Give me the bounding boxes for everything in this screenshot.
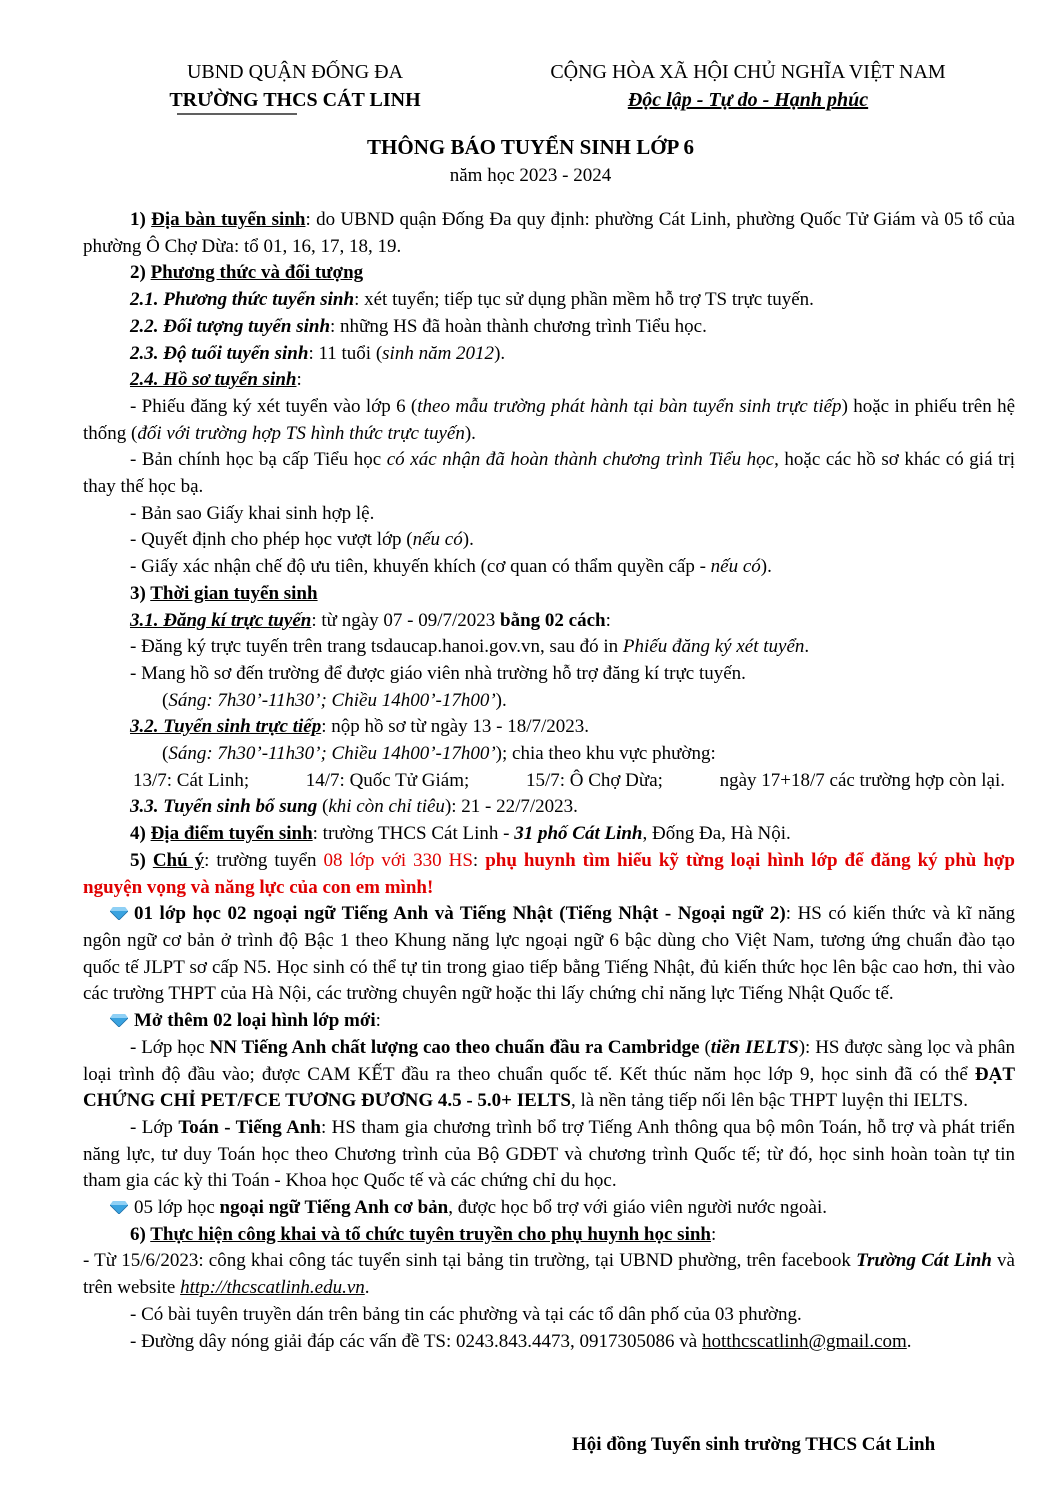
school-name: TRƯỜNG THCS CÁT LINH [169,89,421,111]
section-3-heading-line [83,581,1015,608]
email-link[interactable]: hotthcscatlinh@gmail.com [701,1330,907,1352]
online-method-1-b: Phiếu đăng ký xét tuyển [622,636,805,658]
basic-english-b: ngoại ngữ Tiếng Anh cơ bản [219,1197,449,1219]
district-name: UBND QUẬN ĐỐNG ĐA [186,61,404,83]
item-2-2-heading: 2.2. Đối tượng tuyển sinh [130,315,331,337]
publicity-line-2: - Có bài tuyên truyền dán trên bảng tin các phường và tại các tổ dân phố của 03 phường. [130,1303,802,1325]
direct-hours-text: Sáng: 7h30’-11h30’; Chiều 14h00’-17h00’ [168,743,496,765]
section-1-text: : do UBND quận Đống Đa quy định: phường Cát Linh, phường Quốc Tử Giám và 05 tổ của phường Ô Chợ Dừa: tổ 01, 16, 17, 18, 19. [83,209,1015,257]
item-3-1-heading: 3.1. Đăng kí trực tuyến [130,609,312,631]
cambridge-a: - Lớp học [130,1036,210,1058]
issuer-block [125,58,465,114]
cambridge-d: tiền IELTS [710,1036,799,1058]
diamond-gem-icon [110,1013,128,1027]
item-2-4-heading: 2.4. Hồ sơ tuyển sinh [130,369,297,391]
item-2-2-text: : những HS đã hoàn thành chương trình Tiểu học. [330,315,707,337]
new-classes-colon: : [375,1010,381,1032]
section-5-number: 5) [130,849,153,871]
item-2-3-heading: 2.3. Độ tuổi tuyển sinh [130,342,309,364]
publicity-1-end: . [364,1277,370,1299]
section-5-text-b: : [472,849,486,871]
section-6-colon: : [710,1223,717,1245]
item-2-3 [83,341,1015,368]
section-1-heading: Địa bàn tuyển sinh [151,209,306,230]
direct-hours-open: ( [162,743,169,765]
facebook-page-name: Trường Cát Linh [856,1250,992,1272]
item-2-4-colon: : [296,369,302,391]
section-4-text-a: : trường THCS Cát Linh - [312,823,515,845]
item-3-3-heading: 3.3. Tuyển sinh bổ sung [130,796,318,818]
online-method-2: - Mang hồ sơ đến trường để được giáo viên nhà trường hỗ trợ đăng kí trực tuyến. [130,662,746,684]
math-english-a: - Lớp [130,1116,179,1138]
section-4-number: 4) [130,823,151,845]
doc-item-2-b: có xác nhận đã hoàn thành chương trình Tiểu học [386,449,775,471]
section-4-address: 31 phố Cát Linh [514,823,643,845]
doc-item-5-a: - Giấy xác nhận chế độ ưu tiên, khuyến khích (cơ quan có thẩm quyền cấp - [130,556,711,578]
item-3-2-text: : nộp hồ sơ từ ngày 13 - 18/7/2023. [321,716,590,738]
country-name: CỘNG HÒA XÃ HỘI CHỦ NGHĨA VIỆT NAM [550,61,946,83]
section-5-heading: Chú ý [152,849,205,871]
doc-item-5-b: nếu có [710,556,761,578]
school-year: năm học 2023 - 2024 [449,165,612,186]
online-hours [83,688,1015,715]
item-3-3 [83,794,1015,821]
national-motto-block [488,58,1008,114]
item-2-2 [83,314,1015,341]
diamond-gem-icon [110,1200,128,1214]
math-english-c: : HS tham gia chương trình bổ trợ Tiếng Anh thông qua bộ môn Toán, hỗ trợ và phát triển năng lực, tư duy Toán học theo Chương trình của Bộ GDĐT và chương trình Quốc tế; từ đó, học sinh hoàn toàn tự tin tham gia các kỳ thi Toán - Khoa học Quốc tế và các chứng chỉ du học. [83,1116,1015,1192]
item-3-1-methods: bằng 02 cách [500,609,606,631]
ward-date-4: ngày 17+18/7 các trường hợp còn lại. [719,769,1005,791]
math-english-class [83,1115,1015,1195]
bullet-japanese-class [83,901,1015,1008]
doc-item-4-c: ). [462,529,474,551]
doc-item-4-b: nếu có [412,529,463,551]
item-2-1-heading: 2.1. Phương thức tuyển sinh [130,289,355,311]
direct-hours-close: ); chia theo khu vực phường: [495,743,716,765]
item-3-3-c: ): 21 - 22/7/2023. [444,796,578,818]
doc-item-2-a: - Bản chính học bạ cấp Tiểu học [130,449,387,471]
hotline-line [83,1329,1015,1356]
math-english-b: Toán - Tiếng Anh [178,1116,321,1138]
section-6-number: 6) [130,1223,151,1245]
ward-date-2: 14/7: Quốc Tử Giám; [305,769,470,791]
section-3-number: 3) [130,582,151,604]
website-link[interactable]: http://thcscatlinh.edu.vn [180,1277,365,1299]
direct-hours [83,741,1015,768]
item-3-1-end: : [605,609,611,631]
section-4-text-c: , Đống Đa, Hà Nội. [642,823,791,845]
cambridge-class [83,1035,1015,1115]
item-3-3-a: ( [317,796,329,818]
diamond-gem-icon [110,906,128,920]
doc-item-4 [83,527,1015,554]
japanese-class-title: 01 lớp học 02 ngoại ngữ Tiếng Anh và Tiếng Nhật (Tiếng Nhật - Ngoại ngữ 2) [134,903,786,925]
online-method-1-a: - Đăng ký trực tuyến trên trang tsdaucap.hanoi.gov.vn, sau đó in [130,636,623,658]
section-5-warning: phụ huynh tìm hiểu kỹ từng loại hình lớp để đăng ký phù hợp nguyện vọng và năng lực của con em mình! [83,849,1016,898]
publicity-line-1 [83,1248,1015,1301]
hotline-text: - Đường dây nóng giải đáp các vấn đề TS: 0243.843.4473, 0917305086 và [130,1330,702,1352]
publicity-1-c: và trên website [83,1250,1015,1299]
basic-english-a: 05 lớp học [134,1197,220,1219]
doc-item-3: - Bản sao Giấy khai sinh hợp lệ. [130,502,375,524]
section-2-heading-line [83,260,1015,287]
online-hours-text: Sáng: 7h30’-11h30’; Chiều 14h00’-17h00’ [168,689,496,711]
section-5-text-a: : trường tuyển [204,849,324,871]
notice-body [83,207,1015,1355]
item-3-2 [83,714,1015,741]
hotline-end: . [906,1330,912,1352]
ward-date-3: 15/7: Ô Chợ Dừa; [525,769,663,791]
online-method-1 [83,634,1015,661]
item-2-1 [83,287,1015,314]
doc-item-1-a: - Phiếu đăng ký xét tuyển vào lớp 6 ( [130,395,418,417]
cambridge-b: NN Tiếng Anh chất lượng cao theo chuẩn đầu ra Cambridge [209,1036,700,1058]
section-5 [83,848,1015,901]
online-hours-open: ( [162,689,169,711]
item-2-3-text: : 11 tuổi ( [308,342,383,364]
doc-item-1-e: ). [464,422,476,444]
section-4-heading: Địa điểm tuyển sinh [150,823,313,845]
item-2-3-birth-year: sinh năm 2012 [382,342,495,364]
doc-item-1-c: ) hoặc in phiếu trên hệ thống ( [83,395,1015,444]
doc-item-2 [83,447,1015,500]
cambridge-c: ( [699,1036,711,1058]
doc-item-1-d: đối với trường hợp TS hình thức trực tuyến [137,422,465,444]
japanese-class-text: : HS có kiến thức và kĩ năng ngôn ngữ cơ bản ở trình độ Bậc 1 theo Khung năng lực ngoại ngữ 6 bậc dùng cho Việt Nam, tương ứng chuẩn đào tạo quốc tế JLPT sơ cấp N5. Học sinh có thể tự tin trong giao tiếp bằng Tiếng Nhật, đủ kiến thức học lên bậc cao hơn, thi vào các trường THPT của Hà Nội, các trường chuyên ngữ hoặc thi lấy chứng chỉ năng lực Tiếng Nhật Quốc tế. [83,903,1016,1005]
item-3-1-text: : từ ngày 07 - 09/7/2023 [311,609,501,631]
item-2-3-close: ). [494,342,506,364]
publicity-1-a: - Từ 15/6/2023: công khai công tác tuyển sinh tại bảng tin trường, tại UBND phường, trên facebook [83,1250,857,1272]
doc-item-1-b: theo mẫu trường phát hành tại bàn tuyển sinh trực tiếp [417,395,842,417]
ward-schedule [83,768,1015,795]
item-2-1-text: : xét tuyển; tiếp tục sử dụng phần mềm hỗ trợ TS trực tuyến. [354,289,814,311]
motto: Độc lập - Tự do - Hạnh phúc [627,89,869,111]
doc-item-5 [83,554,1015,581]
section-2-heading: Phương thức và đối tượng [150,262,364,284]
section-1 [83,207,1015,260]
online-method-1-c: . [804,636,810,658]
bullet-new-classes [83,1008,1015,1035]
online-hours-close: ). [495,689,507,711]
section-2-number: 2) [130,262,151,284]
bullet-basic-english [83,1195,1015,1222]
section-5-quota: 08 lớp với 330 HS [323,849,473,871]
cambridge-f: ĐẠT CHỨNG CHỈ PET/FCE TƯƠNG ĐƯƠNG 4.5 - 5.0+ IELTS [83,1063,1015,1112]
new-classes-title: Mở thêm 02 loại hình lớp mới [134,1010,376,1032]
section-6-heading: Thực hiện công khai và tổ chức tuyên truyền cho phụ huynh học sinh [150,1223,711,1245]
signature: Hội đồng Tuyển sinh trường THCS Cát Linh [572,1434,936,1455]
section-3-heading: Thời gian tuyển sinh [150,582,318,604]
school-name-underline [177,113,297,116]
basic-english-c: , được học bổ trợ với giáo viên người nước ngoài. [448,1197,827,1219]
doc-item-1 [83,394,1015,447]
item-2-4 [83,367,1015,394]
doc-item-2-c: , hoặc các hồ sơ khác có giá trị thay thế học bạ. [83,449,1015,498]
item-3-3-b: khi còn chỉ tiêu [328,796,445,818]
section-4 [83,821,1015,848]
document-title: THÔNG BÁO TUYỂN SINH LỚP 6 [367,135,694,159]
ward-date-1: 13/7: Cát Linh; [133,769,250,791]
cambridge-g: , là nền tảng tiếp nối lên bậc THPT luyện thi IELTS. [571,1090,969,1112]
doc-item-4-a: - Quyết định cho phép học vượt lớp ( [130,529,413,551]
cambridge-e: ): HS được sàng lọc và phân loại trình độ đầu vào; được CAM KẾT đầu ra theo chuẩn quốc tế. Kết thúc năm học lớp 9, học sinh đã có thể [83,1036,1016,1085]
section-6-heading-line [83,1222,1015,1249]
item-3-2-heading: 3.2. Tuyển sinh trực tiếp [130,716,322,738]
doc-item-5-c: ). [760,556,772,578]
item-3-1 [83,608,1015,635]
section-1-number: 1) [130,209,152,230]
